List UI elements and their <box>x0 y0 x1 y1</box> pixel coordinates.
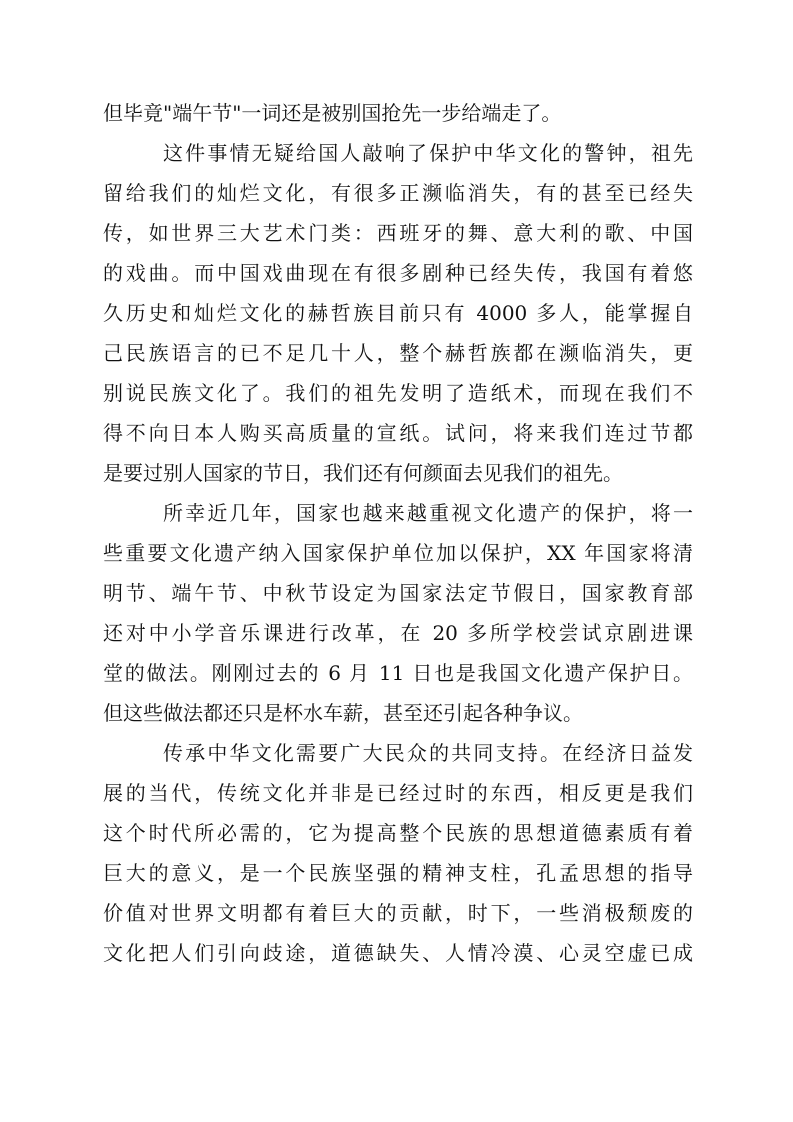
text-line: 这个时代所必需的，它为提高整个民族的思想道德素质有着 <box>103 821 693 845</box>
text-line: 但这些做法都还只是杯水车薪，甚至还引起各种争议。 <box>103 701 583 725</box>
paragraph-first-line: 所幸近几年，国家也越来越重视文化遗产的保护，将一 <box>163 501 693 525</box>
text-line: 久历史和灿烂文化的赫哲族目前只有 4000 多人，能掌握自 <box>103 301 693 325</box>
text-line: 但毕竟"端午节"一词还是被别国抢先一步给端走了。 <box>103 101 562 125</box>
text-line: 明节、端午节、中秋节设定为国家法定节假日，国家教育部 <box>103 581 693 605</box>
text-line: 留给我们的灿烂文化，有很多正濒临消失，有的甚至已经失 <box>103 181 693 205</box>
text-line: 些重要文化遗产纳入国家保护单位加以保护，XX 年国家将清 <box>103 541 693 565</box>
text-line: 己民族语言的已不足几十人，整个赫哲族都在濒临消失，更 <box>103 341 693 365</box>
text-line: 文化把人们引向歧途，道德缺失、人情冷漠、心灵空虚已成 <box>103 941 693 965</box>
paragraph-first-line: 传承中华文化需要广大民众的共同支持。在经济日益发 <box>163 741 693 765</box>
text-line: 还对中小学音乐课进行改革，在 20 多所学校尝试京剧进课 <box>103 621 693 645</box>
text-line: 巨大的意义，是一个民族坚强的精神支柱，孔孟思想的指导 <box>103 861 693 885</box>
text-line: 展的当代，传统文化并非是已经过时的东西，相反更是我们 <box>103 781 693 805</box>
text-line: 价值对世界文明都有着巨大的贡献，时下，一些消极颓废的 <box>103 901 693 925</box>
text-line: 别说民族文化了。我们的祖先发明了造纸术，而现在我们不 <box>103 381 693 405</box>
paragraph-first-line: 这件事情无疑给国人敲响了保护中华文化的警钟，祖先 <box>163 141 693 165</box>
text-line: 得不向日本人购买高质量的宣纸。试问，将来我们连过节都 <box>103 421 693 445</box>
text-line: 堂的做法。刚刚过去的 6 月 11 日也是我国文化遗产保护日。 <box>103 661 693 685</box>
text-line: 是要过别人国家的节日，我们还有何颜面去见我们的祖先。 <box>103 461 623 485</box>
text-line: 的戏曲。而中国戏曲现在有很多剧种已经失传，我国有着悠 <box>103 261 693 285</box>
text-line: 传，如世界三大艺术门类：西班牙的舞、意大利的歌、中国 <box>103 221 693 245</box>
body-text <box>103 93 693 973</box>
